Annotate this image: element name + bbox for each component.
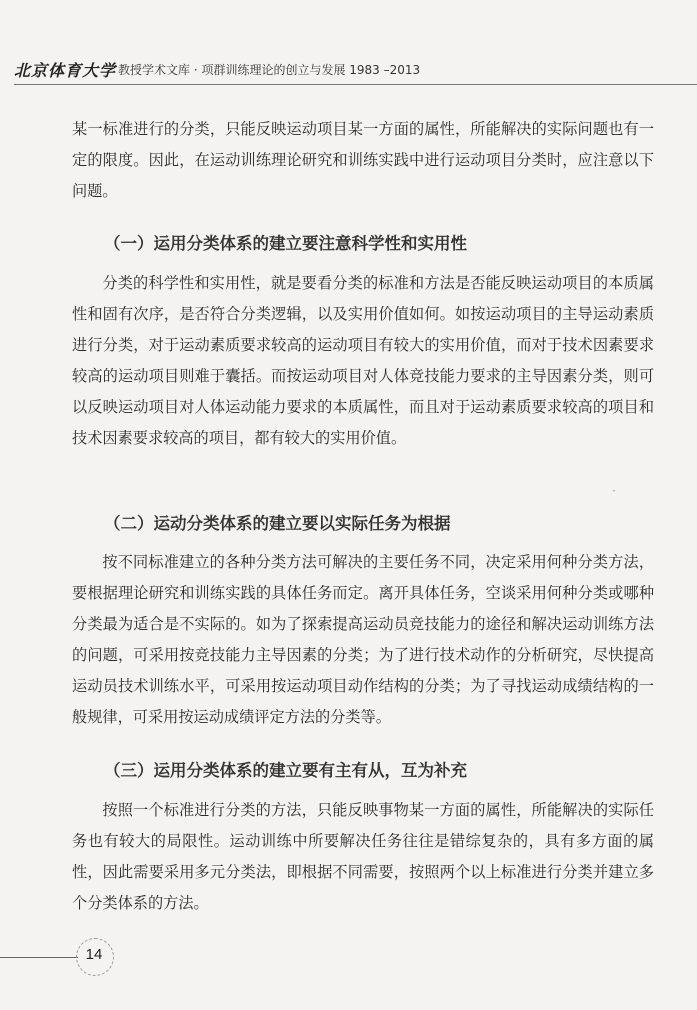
section-heading-2: （二）运动分类体系的建立要以实际任务为根据 [104,514,451,533]
section-heading-1: （一）运用分类体系的建立要注意科学性和实用性 [104,234,467,253]
section-paragraph-1: 分类的科学性和实用性，就是要看分类的标准和方法是否能反映运动项目的本质属性和固有次序，是否符合分类逻辑，以及实用价值如何。如按运动项目的主导运动素质进行分类，对于运动素质要求较高的运动项目有较大的实用价值，而对于技术因素要求较高的运动项目则难于囊括。而按运动项目对人体竞技能力要求的主导因素分类，则可以反映运动项目对人体运动能力要求的本质属性，而且对于运动素质要求较高的项目和技术因素要求较高的项目，都有较大的实用价值。 [72,274,654,447]
section-paragraph-3: 按照一个标准进行分类的方法，只能反映事物某一方面的属性，所能解决的实际任务也有较大的局限性。运动训练中所要解决任务往往是错综复杂的，具有多方面的属性，因此需要采用多元分类法，即根据不同需要，按照两个以上标准进行分类并建立多个分类体系的方法。 [72,801,654,912]
section-heading-3: （三）运用分类体系的建立要有主有从，互为补充 [104,761,467,780]
running-header [14,58,697,84]
section-paragraph-2: 按不同标准建立的各种分类方法可解决的主要任务不同，决定采用何种分类方法，要根据理论研究和训练实践的具体任务而定。离开具体任务，空谈采用何种分类或哪种分类最为适合是不实际的。如为了探索提高运动员竞技能力的途径和解决运动训练方法的问题，可采用按竞技能力主导因素的分类；为了进行技术动作的分析研究，尽快提高运动员技术训练水平，可采用按运动项目动作结构的分类；为了寻找运动成绩结构的一般规律，可采用按运动成绩评定方法的分类等。 [72,553,654,726]
scan-speck: · [612,484,616,498]
intro-paragraph: 某一标准进行的分类，只能反映运动项目某一方面的属性，所能解决的实际问题也有一定的限度。因此，在运动训练理论研究和训练实践中进行运动项目分类时，应注意以下问题。 [72,120,654,200]
header-divider [14,84,697,85]
series-title: 教授学术文库 · 项群训练理论的创立与发展 1983 –2013 [118,63,421,77]
page-number: 14 [85,946,103,963]
university-logo-text: 北京体育大学 [14,61,117,80]
footer-rule [0,957,78,958]
